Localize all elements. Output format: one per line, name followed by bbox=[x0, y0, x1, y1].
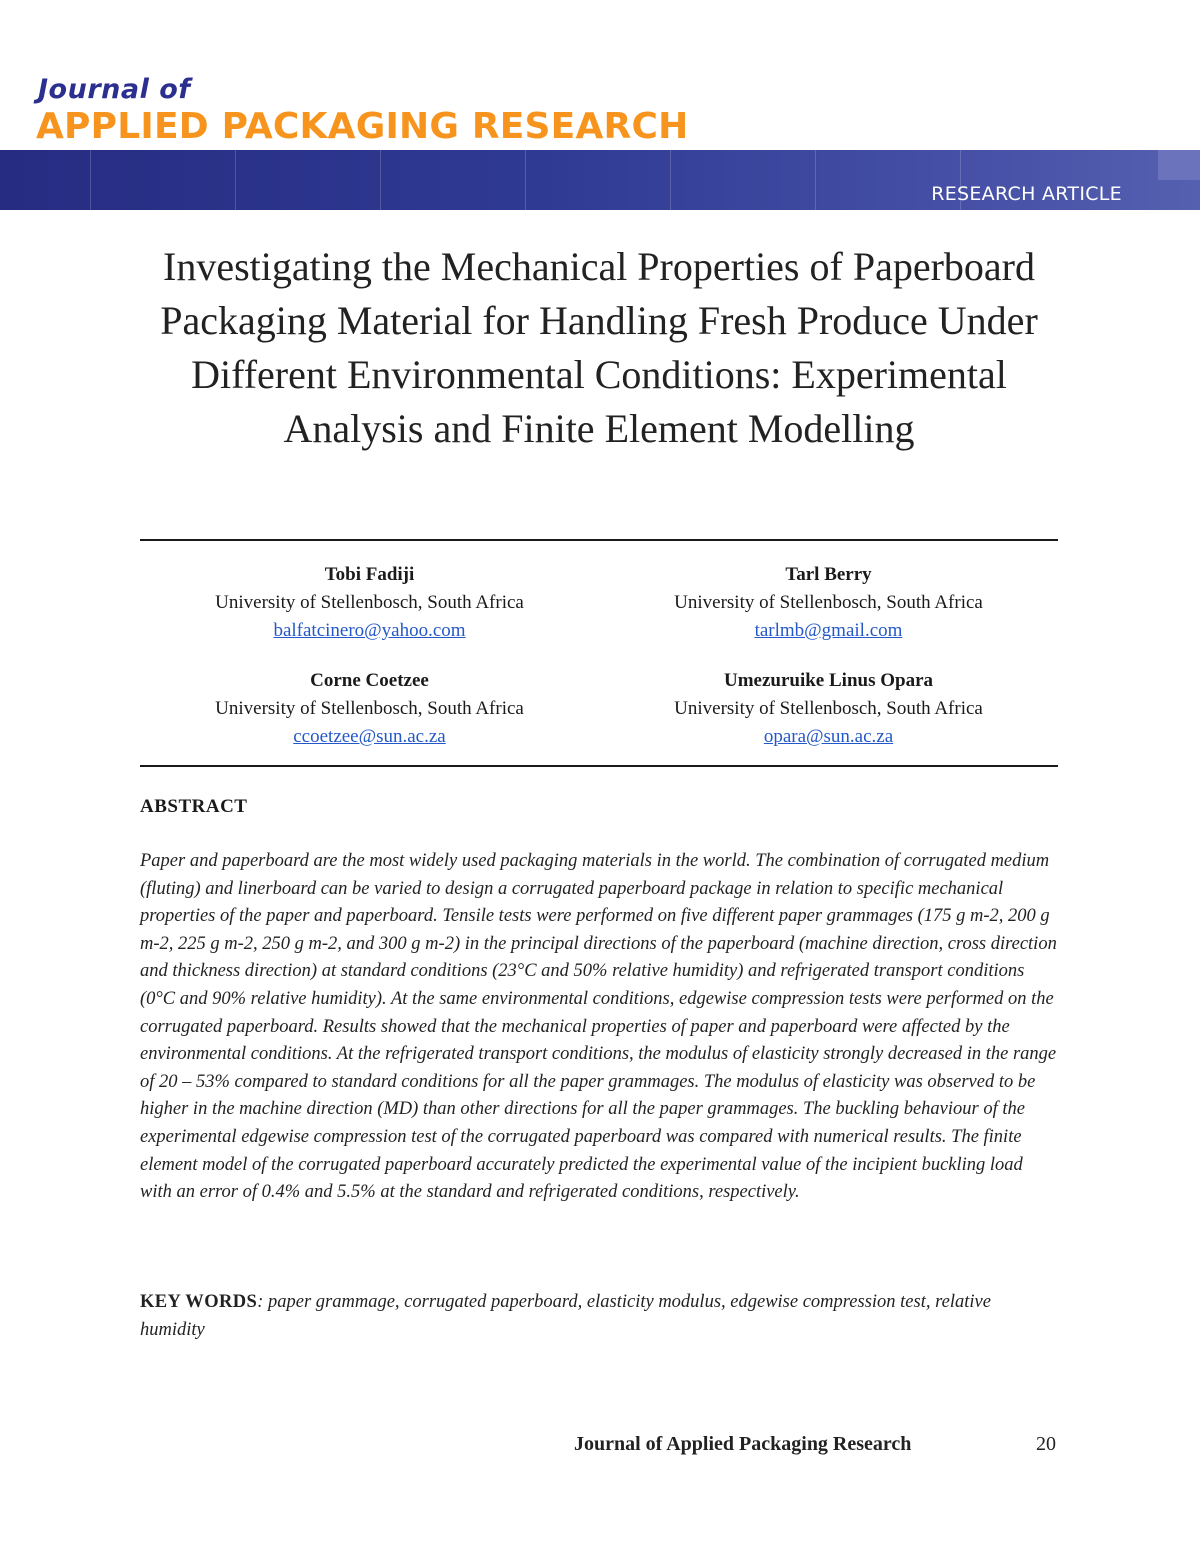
author-affiliation: University of Stellenbosch, South Africa bbox=[674, 592, 983, 613]
authors-grid bbox=[140, 561, 1058, 751]
footer-page-number: 20 bbox=[1036, 1433, 1056, 1455]
author-block bbox=[599, 561, 1058, 645]
banner-corner-tab bbox=[1158, 150, 1200, 180]
authors-bottom-rule bbox=[140, 765, 1058, 767]
author-email-link[interactable]: ccoetzee@sun.ac.za bbox=[293, 726, 446, 747]
authors-top-rule bbox=[140, 539, 1058, 541]
author-block bbox=[599, 667, 1058, 751]
paper-title: Investigating the Mechanical Properties of Paperboard Packaging Material for Handling Fresh Produce Under Different Environmental Conditions: Experimental Analysis and Finite Element Modelling bbox=[160, 244, 1038, 451]
author-email-link[interactable]: balfatcinero@yahoo.com bbox=[273, 620, 466, 641]
author-name: Corne Coetzee bbox=[310, 670, 429, 691]
article-type-label: RESEARCH ARTICLE bbox=[931, 183, 1122, 205]
keywords-label: KEY WORDS bbox=[140, 1292, 258, 1312]
author-affiliation: University of Stellenbosch, South Africa bbox=[674, 698, 983, 719]
author-email-link[interactable]: opara@sun.ac.za bbox=[763, 726, 894, 747]
author-name: Tobi Fadiji bbox=[324, 564, 415, 585]
author-email-link[interactable]: tarlmb@gmail.com bbox=[754, 620, 903, 641]
masthead-journal-of: Journal of bbox=[38, 74, 191, 105]
keywords bbox=[140, 1289, 1058, 1344]
author-block bbox=[140, 561, 599, 645]
author-name: Tarl Berry bbox=[785, 564, 872, 585]
masthead-journal-title: APPLIED PACKAGING RESEARCH bbox=[36, 106, 689, 147]
author-block bbox=[140, 667, 599, 751]
keywords-text: : paper grammage, corrugated paperboard, elasticity modulus, edgewise compression test, relative humidity bbox=[140, 1292, 991, 1340]
author-affiliation: University of Stellenbosch, South Africa bbox=[215, 698, 524, 719]
footer-journal-name: Journal of Applied Packaging Research bbox=[574, 1433, 912, 1455]
author-affiliation: University of Stellenbosch, South Africa bbox=[215, 592, 524, 613]
abstract-heading: ABSTRACT bbox=[140, 796, 248, 817]
author-name: Umezuruike Linus Opara bbox=[723, 670, 934, 691]
abstract-body: Paper and paperboard are the most widely used packaging materials in the world. The combination of corrugated medium (fluting) and linerboard can be varied to design a corrugated paperboard package in relation to specific mechanical properties of the paper and paperboard. Tensile tests were performed on five different paper grammages (175 g m-2, 200 g m-2, 225 g m-2, 250 g m-2, and 300 g m-2) in the principal directions of the paperboard (machine direction, cross direction and thickness direction) at standard conditions (23°C and 50% relative humidity) and refrigerated transport conditions (0°C and 90% relative humidity). At the same environmental conditions, edgewise compression tests were performed on the corrugated paperboard. Results showed that the mechanical properties of paper and paperboard were affected by the environmental conditions. At the refrigerated transport conditions, the modulus of elasticity strongly decreased in the range of 20 – 53% compared to standard conditions for all the paper grammages. The modulus of elasticity was observed to be higher in the machine direction (MD) than other directions for all the paper grammages. The buckling behaviour of the experimental edgewise compression test of the corrugated paperboard was compared with numerical results. The finite element model of the corrugated paperboard accurately predicted the experimental value of the incipient buckling load with an error of 0.4% and 5.5% at the standard and refrigerated conditions, respectively. bbox=[140, 851, 1057, 1203]
